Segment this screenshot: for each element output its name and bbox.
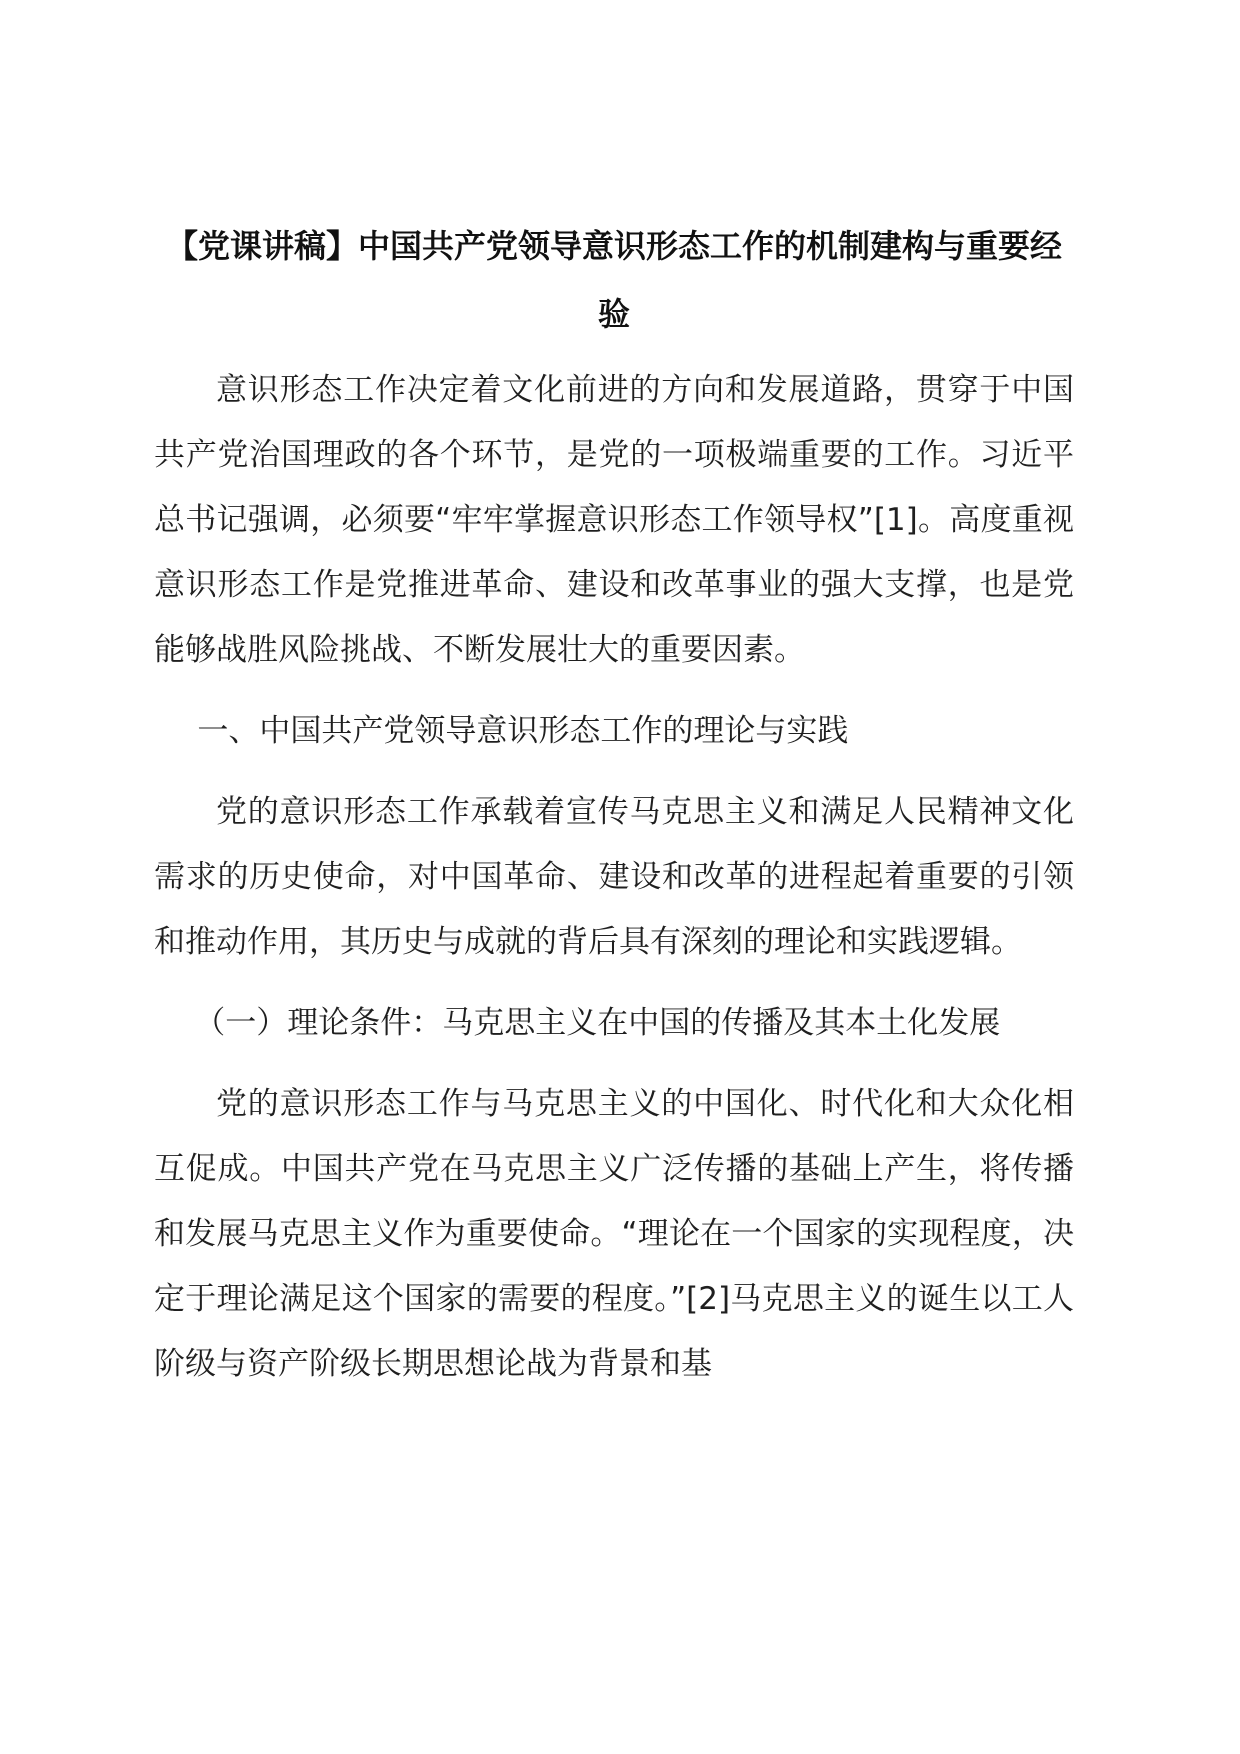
section-heading-1: 一、中国共产党领导意识形态工作的理论与实践	[197, 713, 849, 749]
subsection-1-paragraph: 党的意识形态工作与马克思主义的中国化、时代化和大众化相互促成。中国共产党在马克思主义广泛传播的基础上产生，将传播和发展马克思主义作为重要使命。“理论在一个国家的实现程度，决定于理论满足这个国家的需要的程度。”[2]马克思主义的诞生以工人阶级与资产阶级长期思想论战为背景和基	[154, 1086, 1074, 1382]
section-1-paragraph: 党的意识形态工作承载着宣传马克思主义和满足人民精神文化需求的历史使命，对中国革命、建设和改革的进程起着重要的引领和推动作用，其历史与成就的背后具有深刻的理论和实践逻辑。	[154, 794, 1074, 960]
intro-paragraph: 意识形态工作决定着文化前进的方向和发展道路，贯穿于中国共产党治国理政的各个环节，是党的一项极端重要的工作。习近平总书记强调，必须要“牢牢掌握意识形态工作领导权”[1]。高度重视意识形态工作是党推进革命、建设和改革事业的强大支撑，也是党能够战胜风险挑战、不断发展壮大的重要因素。	[154, 372, 1074, 668]
document-title: 【党课讲稿】中国共产党领导意识形态工作的机制建构与重要经验	[165, 227, 1062, 333]
document-body	[154, 212, 1074, 1413]
subsection-heading-1: （一）理论条件：马克思主义在中国的传播及其本土化发展	[194, 1005, 1001, 1041]
